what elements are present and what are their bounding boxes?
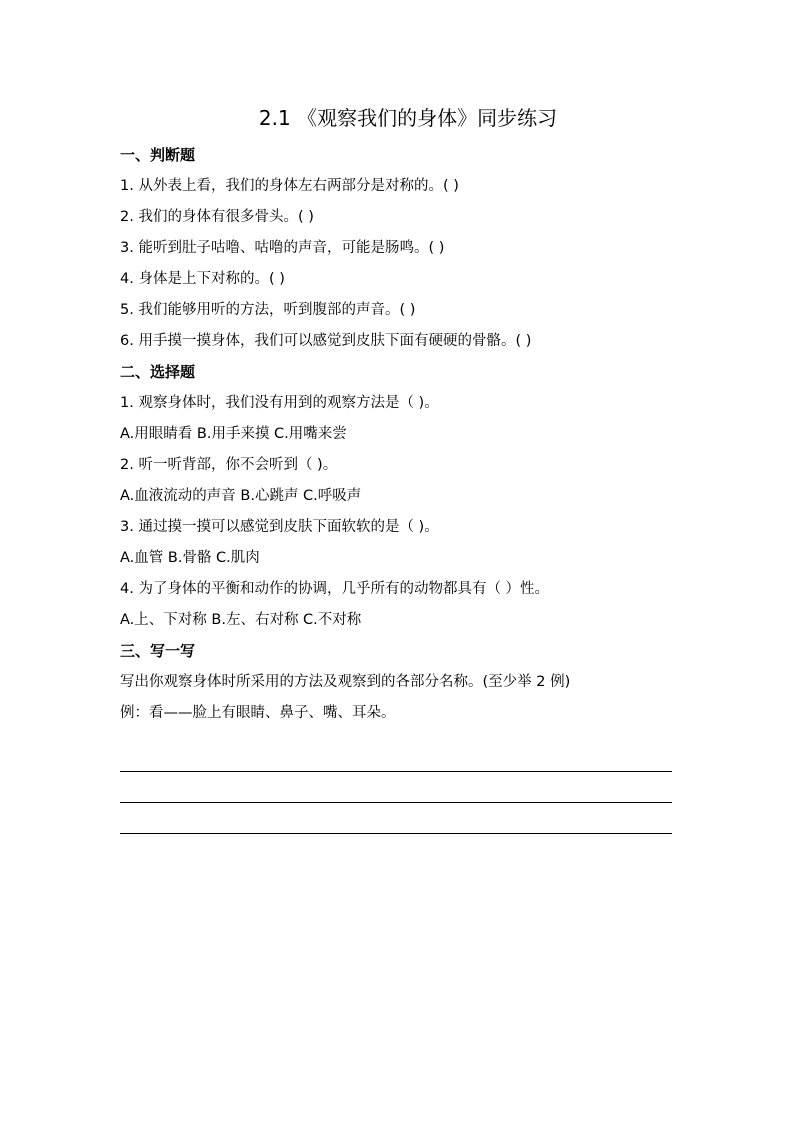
- instruction-line: 写出你观察身体时所采用的方法及观察到的各部分名称。(至少举 2 例): [120, 674, 571, 690]
- page-title: 2.1 《观察我们的身体》同步练习: [258, 106, 558, 130]
- answer-line[interactable]: [120, 803, 672, 834]
- section-writing: [120, 636, 672, 834]
- section-true-false: [120, 140, 672, 357]
- answer-area[interactable]: [120, 741, 672, 834]
- options-line: A.用眼睛看 B.用手来摸 C.用嘴来尝: [120, 426, 347, 442]
- question-line: 3. 通过摸一摸可以感觉到皮肤下面软软的是（ )。: [120, 519, 439, 535]
- section-heading: 二、选择题: [120, 363, 196, 381]
- worksheet-page: [120, 100, 672, 834]
- question-line: 6. 用手摸一摸身体，我们可以感觉到皮肤下面有硬硬的骨骼。( ): [120, 333, 532, 349]
- options-line: A.血液流动的声音 B.心跳声 C.呼吸声: [120, 488, 362, 504]
- options-line: A.血管 B.骨骼 C.肌肉: [120, 550, 260, 566]
- options-line: A.上、下对称 B.左、右对称 C.不对称: [120, 612, 362, 628]
- answer-line[interactable]: [120, 741, 672, 772]
- section-multiple-choice: [120, 357, 672, 636]
- example-line: 例：看——脸上有眼睛、鼻子、嘴、耳朵。: [120, 705, 396, 721]
- section-heading: 一、判断题: [120, 146, 196, 164]
- question-line: 3. 能听到肚子咕噜、咕噜的声音，可能是肠鸣。( ): [120, 240, 445, 256]
- section-heading: 三、写一写: [120, 642, 196, 660]
- question-line: 4. 身体是上下对称的。( ): [120, 271, 285, 287]
- question-line: 2. 听一听背部，你不会听到（ )。: [120, 457, 338, 473]
- question-line: 4. 为了身体的平衡和动作的协调，几乎所有的动物都具有（ ）性。: [120, 581, 550, 597]
- question-line: 1. 观察身体时，我们没有用到的观察方法是（ )。: [120, 395, 439, 411]
- question-line: 1. 从外表上看，我们的身体左右两部分是对称的。( ): [120, 178, 459, 194]
- question-line: 5. 我们能够用听的方法，听到腹部的声音。( ): [120, 302, 416, 318]
- question-line: 2. 我们的身体有很多骨头。( ): [120, 209, 314, 225]
- answer-line[interactable]: [120, 772, 672, 803]
